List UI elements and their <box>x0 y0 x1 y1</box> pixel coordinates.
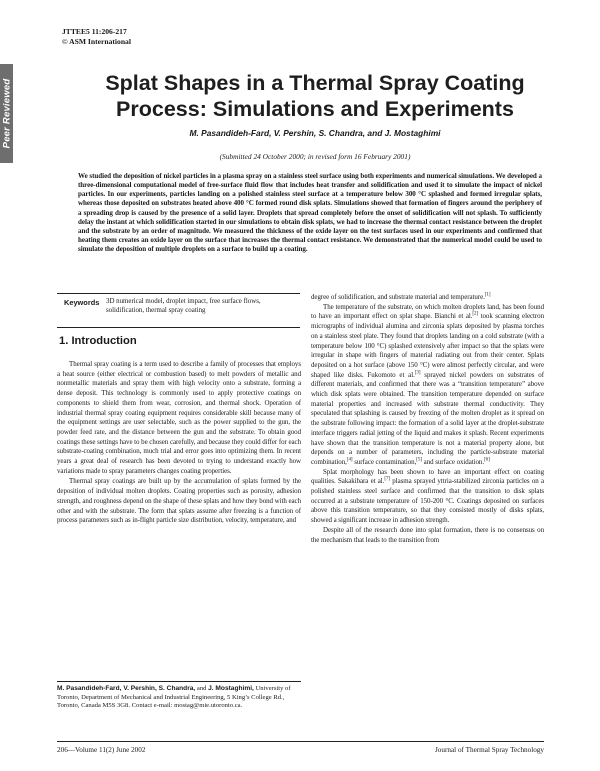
peer-reviewed-text: Peer Reviewed <box>1 78 13 149</box>
citation-link[interactable]: [1] <box>484 292 491 298</box>
paragraph: Despite all of the research done into splat formation, there is no consensus on the mechanism that leads to the transition from <box>311 525 544 544</box>
journal-code: JTTEE5 11:206-217 <box>62 27 127 36</box>
paragraph <box>311 293 544 303</box>
footer-divider <box>57 741 544 742</box>
keywords-label: Keywords <box>64 298 100 307</box>
column-left <box>57 360 301 526</box>
paragraph-text: plasma sprayed yttria-stabilized zirconia particles on a polished stainless steel surface and confirmed that the transition to disk splats occurred at a substrate temperature of 150-200 °C. Coatings deposited on surfaces above this transition temperature, so that they consisted mostly of disks splats, showed a significant increase in adhesion strength. <box>311 477 544 525</box>
keywords-text: 3D numerical model, droplet impact, free surface flows, solidification, thermal spray coating <box>106 298 261 314</box>
citation-link[interactable]: [5] <box>416 457 422 463</box>
citation-link[interactable]: [2] <box>472 312 479 318</box>
footnote-text: University of Toronto, Department of Mechanical and Industrial Engineering, 5 King’s College Rd., Toronto, Canada M5S 3G8. Contact e-mail: mostag@mie.utoronto.ca. <box>57 685 291 710</box>
paragraph-text: degree of solidification, and substrate material and temperature. <box>311 293 485 301</box>
peer-reviewed-label <box>0 64 13 163</box>
footnote-divider <box>57 681 301 682</box>
paragraph: Thermal spray coating is a term used to describe a family of processes that employs a heat source (either electrical or combustion based) to melt powders of metallic and nonmetallic materials and spray them with high velocity onto a substrate, forming a dense deposit. This technology is commonly used to apply protective coatings on components to shield them from wear, corrosion, and thermal shock. Operation of industrial thermal spray coating equipment requires considerable skill because many of the equipment settings are user selectable, such as the power supplied to the gun, the powder feed rate, and the distance between the gun and the substrate. To obtain good coatings these settings have to be chosen carefully, and because they could differ for each substrate-coating combination, much trial and error goes into optimizing them. In recent years a great deal of research has been devoted to trying to understand exactly how variations made to spray parameters changes coating properties. <box>57 360 301 475</box>
author-list: M. Pasandideh-Fard, V. Pershin, S. Chandra, and J. Mostaghimi <box>189 128 441 138</box>
paragraph-text: surface contamination, <box>352 457 417 466</box>
copyright: © ASM International <box>62 37 131 46</box>
submission-dates: (Submitted 24 October 2000; in revised form 16 February 2001) <box>219 152 411 161</box>
page-footer-volume: 206—Volume 11(2) June 2002 <box>57 746 146 754</box>
citation-link[interactable]: [4] <box>346 457 353 463</box>
citation-link[interactable]: [7] <box>384 477 391 483</box>
paragraph-text: Splat morphology has been shown to have an important effect on coating qualities. Sakakibara et al. <box>311 467 544 486</box>
paragraph-text: The temperature of the substrate, on which molten droplets land, has been found to have an important effect on splat shape. Bianchi et al. <box>311 302 544 321</box>
paragraph <box>311 303 544 468</box>
footnote-last-name: J. Mostaghimi, <box>208 685 254 692</box>
abstract: We studied the deposition of nickel particles in a plasma spray on a stainless steel surface using both experiments and numerical simulations. We developed a three-dimensional computational model of free-surface fluid flow that includes heat transfer and solidification and used it to simulate the impact of nickel particles. In our experiments, particles landing on a polished stainless steel surface at a temperature below 300 °C splashed and formed irregular splats, whereas those deposited on substrates heated above 400 °C formed round disk splats. Simulations showed that formation of fingers around the periphery of a spreading drop is caused by the presence of a solid layer. Droplets that spread completely before the onset of solidification will not splash. To sufficiently delay the instant at which solidification started in our simulations to obtain disk splats, we had to increase the thermal contact resistance between the droplet and the substrate by an order of magnitude. We measured the thickness of the oxide layer on the test surfaces used in our experiments and confirmed that heating them creates an oxide layer on the surface that increases the thermal contact resistance. We demonstrated that the numerical model could be used to simulate the deposition of multiple droplets on a surface to build up a coating. <box>78 172 542 254</box>
paragraph-text: sprayed nickel powders on substrates of different materials, and confirmed that there was a “transition temperature” above which disk splats were obtained. The transition temperature depended on surface material properties and increased with substrate thermal conductivity. They speculated that splashing is caused by freezing of the molten droplet as it spread on the substrate following impact: the formation of a solid layer at the droplet-substrate interface triggers radial jetting of the liquid and makes it splash. Recent experiments have shown that the transition temperature is not a material property alone, but depends on a number of parameters, including the particle-substrate material combination, <box>311 370 544 466</box>
footnote-and: and <box>195 685 209 692</box>
citation-link[interactable]: [6] <box>484 457 490 463</box>
paragraph-text: took scanning electron micrographs of individual alumina and zirconia splats deposited by plasma torches on a stainless steel plate. They found that droplets landing on a cold substrate (with a temperature below 100 °C) splashed extensively after impact so that the splats were irregular in shape with fingers of material radiating out from their center. Splats deposited on a hot surface (above 150 °C) were almost perfectly circular, and were shaped like disks. Fukomoto et al. <box>311 312 544 379</box>
author-affiliation-footnote <box>57 685 301 711</box>
journal-header <box>62 27 131 47</box>
title-line-1: Splat Shapes in a Thermal Spray Coating <box>105 71 525 95</box>
paragraph: Thermal spray coatings are built up by the accumulation of splats formed by the deposition of individual molten droplets. Coating properties such as porosity, adhesion strength, and roughness depend on the shape of these splats and how they bond with each other and with the substrate. The form that splats assume after freezing is a function of process parameters such as in-flight particle size distribution, velocity, temperature, and <box>57 477 301 525</box>
paper-title <box>40 70 590 122</box>
paragraph-text: and surface oxidation. <box>421 457 485 466</box>
citation-link[interactable]: [3] <box>414 370 421 376</box>
title-line-2: Process: Simulations and Experiments <box>116 97 514 121</box>
keywords-box <box>57 293 300 328</box>
section-heading-introduction: 1. Introduction <box>59 335 137 347</box>
footnote-names: M. Pasandideh-Fard, V. Pershin, S. Chandra, <box>57 685 196 692</box>
page-footer-journal: Journal of Thermal Spray Technology <box>434 746 544 754</box>
column-right <box>311 293 544 545</box>
paragraph <box>311 468 544 526</box>
